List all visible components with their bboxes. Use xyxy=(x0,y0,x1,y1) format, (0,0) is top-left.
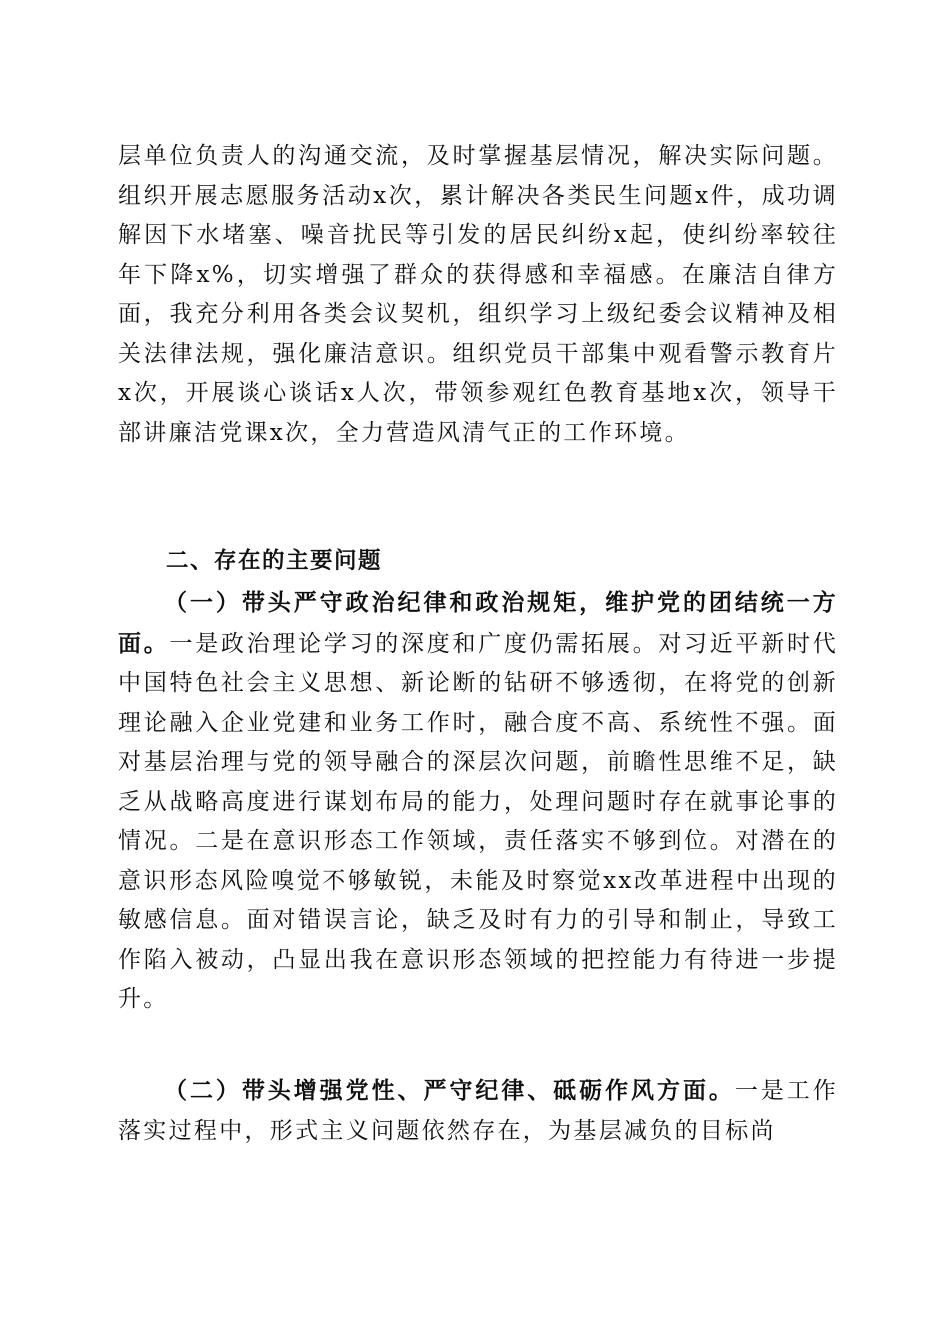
section-heading: 二、存在的主要问题 xyxy=(166,548,383,574)
section-1-body: 一是政治理论学习的深度和广度仍需拓展。对习近平新时代中国特色社会主义思想、新论断的钻研不够透彻，在将党的创新理论融入企业党建和业务工作时，融合度不高、系统性不强。面对基层治理与党的领导融合的深层次问题，前瞻性思维不足，缺乏从战略高度进行谋划布局的能力，处理问题时存在就事论事的情况。二是在意识形态工作领域，责任落实不够到位。对潜在的意识形态风险嗅觉不够敏锐，未能及时察觉xx改革进程中出现的敏感信息。面对错误言论，缺乏及时有力的引导和制止，导致工作陷入被动，凸显出我在意识形态领域的把控能力有待进一步提升。 xyxy=(118,630,838,1012)
section-2-paragraph xyxy=(118,1071,838,1151)
section-1-paragraph xyxy=(118,583,838,1020)
section-2-title: （二）带头增强党性、严守纪律、砥砺作风方面。 xyxy=(164,1077,735,1104)
paragraph-continuation: 层单位负责人的沟通交流，及时掌握基层情况，解决实际问题。组织开展志愿服务活动x次，累计解决各类民生问题x件，成功调解因下水堵塞、噪音扰民等引发的居民纠纷x起，使纠纷率较往年下降x%，切实增强了群众的获得感和幸福感。在廉洁自律方面，我充分利用各类会议契机，组织学习上级纪委会议精神及相关法律法规，强化廉洁意识。组织党员干部集中观看警示教育片x次，开展谈心谈话x人次，带领参观红色教育基地x次，领导干部讲廉洁党课x次，全力营造风清气正的工作环境。 xyxy=(118,143,838,446)
section-1-title: （一）带头严守政治纪律和政治规矩，维护党的团结统一方面。 xyxy=(118,589,838,657)
section-2-body: 一是工作落实过程中，形式主义问题依然存在，为基层减负的目标尚 xyxy=(118,1078,839,1144)
